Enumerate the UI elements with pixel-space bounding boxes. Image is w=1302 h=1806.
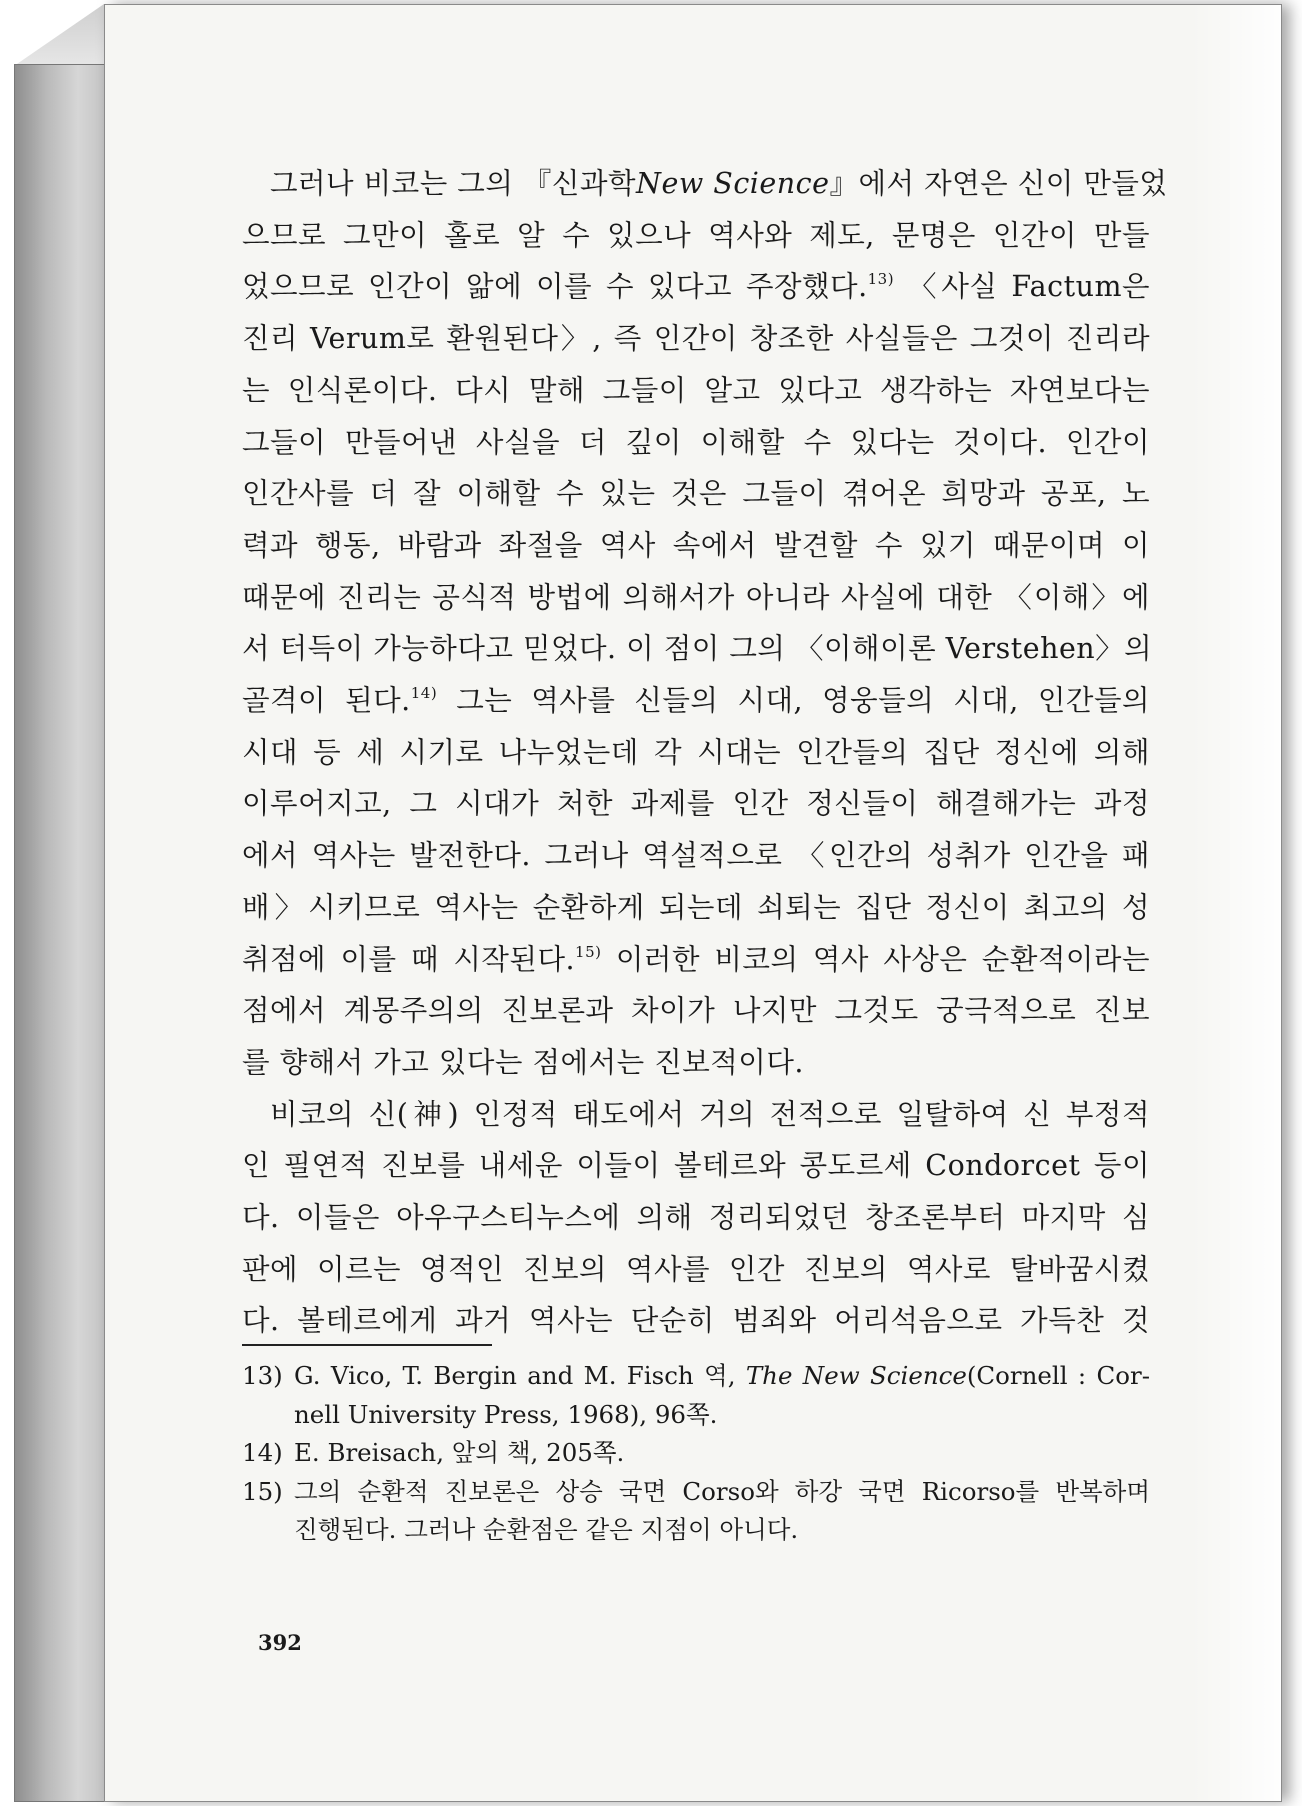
text-fragment: 었으므로 인간이 앎에 이를 수 있다고 주장했다. xyxy=(242,270,868,304)
body-text xyxy=(242,158,1168,1347)
text-fragment: 취점에 이를 때 시작된다. xyxy=(242,942,576,976)
text-line: 서 터득이 가능하다고 믿었다. 이 점이 그의 〈이해이론 Verstehen〉의 xyxy=(242,632,1153,666)
footnote-text: G. Vico, T. Bergin and M. Fisch 역, xyxy=(294,1361,746,1390)
text-fragment: 골격이 된다. xyxy=(242,684,411,718)
text-line: 때문에 진리는 공식적 방법에 의해서가 아니라 사실에 대한 〈이해〉에 xyxy=(242,580,1150,614)
footnote-line xyxy=(242,1434,1150,1473)
book-spine-top xyxy=(14,4,104,66)
text-line: 에서 역사는 발전한다. 그러나 역설적으로 〈인간의 성취가 인간을 패 xyxy=(242,839,1150,873)
footnotes xyxy=(242,1357,1150,1550)
text-line: 를 향해서 가고 있다는 점에서는 진보적이다. xyxy=(242,1045,804,1079)
text-line xyxy=(242,261,1150,313)
footnote-ref-15[interactable]: 15) xyxy=(575,942,602,961)
text-line: 시대 등 세 시기로 나누었는데 각 시대는 인간들의 집단 정신에 의해 xyxy=(242,735,1150,769)
footnote-15 xyxy=(242,1473,1150,1550)
text-line xyxy=(242,158,1168,210)
text-line: 그들이 만들어낸 사실을 더 깊이 이해할 수 있다는 것이다. 인간이 xyxy=(242,425,1150,459)
text-fragment: 그러나 비코는 그의 『신과학 xyxy=(270,167,637,200)
text-line: 인 필연적 진보를 내세운 이들이 볼테르와 콩도르세 Condorcet 등이 xyxy=(242,1149,1150,1183)
text-fragment: 그는 역사를 신들의 시대, 영웅들의 시대, 인간들의 xyxy=(437,684,1151,718)
text-line: 비코의 신(神) 인정적 태도에서 거의 전적으로 일탈하여 신 부정적 xyxy=(270,1097,1150,1131)
book-spine xyxy=(14,64,106,1802)
footnote-text: (Cornell : Cor- xyxy=(966,1361,1150,1390)
text-line: 다. 볼테르에게 과거 역사는 단순히 범죄와 어리석음으로 가득찬 것 xyxy=(242,1304,1150,1338)
footnote-ref-14[interactable]: 14) xyxy=(410,684,438,703)
text-line: 인간사를 더 잘 이해할 수 있는 것은 그들이 겪어온 희망과 공포, 노 xyxy=(242,477,1150,511)
text-line xyxy=(242,675,1150,727)
footnote-14 xyxy=(242,1434,1150,1473)
footnote-line: 진행된다. 그러나 순환점은 같은 지점이 아니다. xyxy=(294,1515,799,1544)
footnote-number: 14) xyxy=(242,1438,283,1467)
text-line: 진리 Verum로 환원된다〉, 즉 인간이 창조한 사실들은 그것이 진리라 xyxy=(242,322,1150,356)
text-line: 력과 행동, 바람과 좌절을 역사 속에서 발견할 수 있기 때문이며 이 xyxy=(242,528,1150,562)
text-line: 배〉시키므로 역사는 순환하게 되는데 쇠퇴는 집단 정신이 최고의 성 xyxy=(242,890,1150,924)
footnote-line xyxy=(242,1357,1150,1396)
text-fragment: 이러한 비코의 역사 사상은 순환적이라는 xyxy=(601,942,1150,976)
text-fragment: 〈사실 Factum은 xyxy=(894,270,1150,304)
text-line: 판에 이르는 영적인 진보의 역사를 인간 진보의 역사로 탈바꿈시켰 xyxy=(242,1252,1150,1286)
footnote-title-italic: The New Science xyxy=(745,1361,967,1390)
footnote-text: 그의 순환적 진보론은 상승 국면 Corso와 하강 국면 Ricorso를 반복하며 xyxy=(294,1476,1150,1506)
book-title-italic: New Science xyxy=(636,167,830,200)
text-line xyxy=(242,934,1150,986)
footnote-divider xyxy=(242,1344,492,1346)
footnote-text: E. Breisach, 앞의 책, 205쪽. xyxy=(294,1438,625,1467)
footnote-line: nell University Press, 1968), 96쪽. xyxy=(294,1399,718,1429)
footnote-line xyxy=(242,1473,1150,1512)
text-line: 점에서 계몽주의의 진보론과 차이가 나지만 그것도 궁극적으로 진보 xyxy=(242,994,1150,1028)
footnote-13 xyxy=(242,1357,1150,1434)
footnote-number: 15) xyxy=(242,1476,283,1506)
text-line: 으므로 그만이 홀로 알 수 있으나 역사와 제도, 문명은 인간이 만들 xyxy=(242,218,1150,252)
text-line: 다. 이들은 아우구스티누스에 의해 정리되었던 창조론부터 마지막 심 xyxy=(242,1201,1150,1235)
text-line: 이루어지고, 그 시대가 처한 과제를 인간 정신들이 해결해가는 과정 xyxy=(242,787,1150,821)
text-line: 는 인식론이다. 다시 말해 그들이 알고 있다고 생각하는 자연보다는 xyxy=(242,373,1150,407)
page-edge-shade xyxy=(1191,5,1281,1801)
footnote-ref-13[interactable]: 13) xyxy=(867,270,895,289)
page-number: 392 xyxy=(258,1630,302,1655)
footnote-number: 13) xyxy=(242,1361,283,1390)
text-fragment: 』에서 자연은 신이 만들었 xyxy=(829,167,1168,200)
